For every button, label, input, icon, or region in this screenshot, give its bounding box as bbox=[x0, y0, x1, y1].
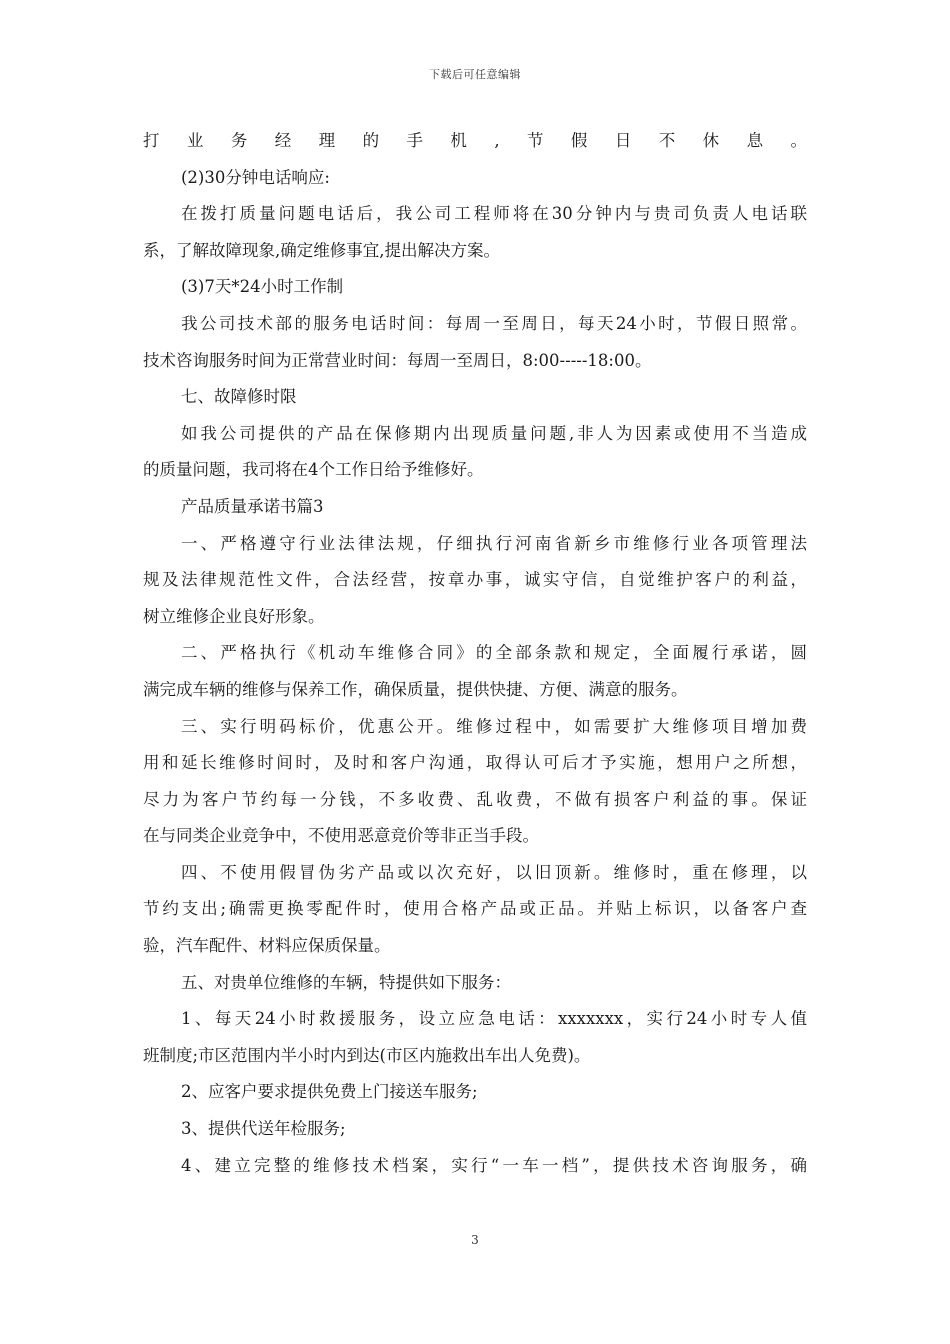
paragraph-line: (3)7天*24小时工作制 bbox=[181, 277, 344, 297]
paragraph-line: 4、建立完整的维修技术档案，实行“一车一档”，提供技术咨询服务，确 bbox=[181, 1155, 807, 1175]
page-header: 下载后可任意编辑 bbox=[429, 68, 521, 81]
paragraph-line: 技术咨询服务时间为正常营业时间：每周一至周日，8:00-----18:00。 bbox=[143, 350, 652, 370]
paragraph-line: (2)30分钟电话响应: bbox=[181, 167, 330, 187]
page-number: 3 bbox=[471, 1233, 479, 1247]
document-body bbox=[143, 123, 807, 1184]
paragraph-line: 的质量问题，我司将在4个工作日给予维修好。 bbox=[143, 460, 484, 480]
paragraph-line: 尽力为客户节约每一分钱，不多收费、乱收费，不做有损客户利益的事。保证 bbox=[143, 789, 807, 809]
paragraph-line: 三、实行明码标价，优惠公开。维修过程中，如需要扩大维修项目增加费 bbox=[181, 716, 807, 736]
paragraph-line: 在拨打质量问题电话后，我公司工程师将在30分钟内与贵司负责人电话联 bbox=[181, 204, 807, 224]
paragraph-line: 2、应客户要求提供免费上门接送车服务; bbox=[181, 1082, 478, 1102]
paragraph-line: 如我公司提供的产品在保修期内出现质量问题,非人为因素或使用不当造成 bbox=[181, 423, 807, 443]
paragraph-line: 打业务经理的手机,节假日不休息。 bbox=[143, 131, 807, 150]
paragraph-line: 二、严格执行《机动车维修合同》的全部条款和规定，全面履行承诺，圆 bbox=[181, 643, 807, 663]
paragraph-line: 树立维修企业良好形象。 bbox=[143, 606, 325, 626]
paragraph-line: 规及法律规范性文件，合法经营，按章办事，诚实守信，自觉维护客户的利益， bbox=[143, 570, 807, 590]
paragraph-line: 1、每天24小时救援服务，设立应急电话：xxxxxxx，实行24小时专人值 bbox=[181, 1009, 807, 1029]
section-heading: 七、故障修时限 bbox=[181, 387, 297, 407]
paragraph-line: 我公司技术部的服务电话时间：每周一至周日，每天24小时，节假日照常。 bbox=[181, 313, 807, 333]
paragraph-line: 系，了解故障现象,确定维修事宜,提出解决方案。 bbox=[143, 240, 500, 260]
paragraph-line: 一、严格遵守行业法律法规，仔细执行河南省新乡市维修行业各项管理法 bbox=[181, 533, 807, 553]
paragraph-line: 用和延长维修时间时，及时和客户沟通，取得认可后才予实施，想用户之所想， bbox=[143, 753, 807, 773]
paragraph-line: 节约支出;确需更换零配件时，使用合格产品或正品。并贴上标识，以备客户查 bbox=[143, 899, 807, 919]
paragraph-line: 班制度;市区范围内半小时内到达(市区内施救出车出人免费)。 bbox=[143, 1045, 591, 1065]
paragraph-line: 在与同类企业竞争中，不使用恶意竞价等非正当手段。 bbox=[143, 826, 539, 846]
paragraph-line: 四、不使用假冒伪劣产品或以次充好，以旧顶新。维修时，重在修理，以 bbox=[181, 862, 807, 882]
paragraph-line: 满完成车辆的维修与保养工作，确保质量，提供快捷、方便、满意的服务。 bbox=[143, 679, 688, 699]
paragraph-line: 3、提供代送年检服务; bbox=[181, 1119, 346, 1139]
section-heading: 产品质量承诺书篇3 bbox=[181, 496, 324, 516]
paragraph-line: 验，汽车配件、材料应保质保量。 bbox=[143, 936, 391, 956]
paragraph-line: 五、对贵单位维修的车辆，特提供如下服务： bbox=[181, 972, 511, 992]
